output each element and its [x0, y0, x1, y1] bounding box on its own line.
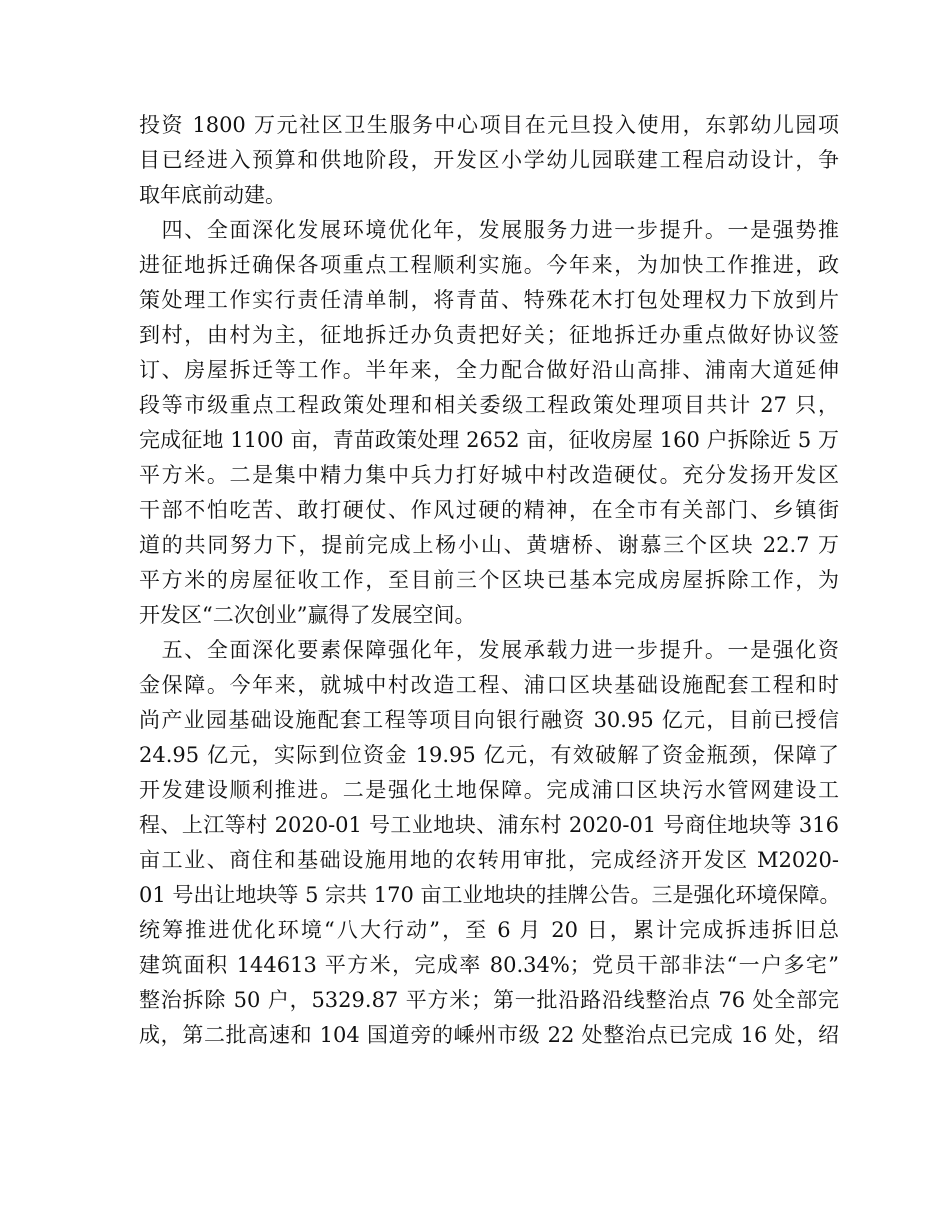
text-line: 金保障。今年来，就城中村改造工程、浦口区块基础设施配套工程和时: [139, 673, 839, 697]
text-line: 进征地拆迁确保各项重点工程顺利实施。今年来，为加快工作推进，政: [139, 253, 839, 277]
text-line: 干部不怕吃苦、敢打硬仗、作风过硬的精神，在全市有关部门、乡镇街: [139, 498, 839, 522]
text-line: 目已经进入预算和供地阶段，开发区小学幼儿园联建工程启动设计，争: [139, 148, 839, 172]
text-line: 取年底前动建。: [139, 183, 286, 207]
text-line: 投资 1800 万元社区卫生服务中心项目在元旦投入使用，东郭幼儿园项: [139, 113, 839, 137]
text-line: 段等市级重点工程政策处理和相关委级工程政策处理项目共计 27 只，: [139, 393, 839, 417]
text-line: 到村，由村为主，征地拆迁办负责把好关；征地拆迁办重点做好协议签: [139, 323, 839, 347]
text-line: 01 号出让地块等 5 宗共 170 亩工业地块的挂牌公告。三是强化环境保障。: [139, 883, 841, 907]
text-line: 亩工业、商住和基础设施用地的农转用审批，完成经济开发区 M2020-: [139, 848, 839, 872]
text-line: 道的共同努力下，提前完成上杨小山、黄塘桥、谢慕三个区块 22.7 万: [139, 533, 839, 557]
text-line: 订、房屋拆迁等工作。半年来，全力配合做好沿山高排、浦南大道延伸: [139, 358, 839, 382]
text-line: 程、上江等村 2020-01 号工业地块、浦东村 2020-01 号商住地块等 316: [139, 813, 839, 837]
text-line: 平方米。二是集中精力集中兵力打好城中村改造硬仗。充分发扬开发区: [139, 463, 839, 487]
text-line: 统筹推进优化环境“八大行动”，至 6 月 20 日，累计完成拆违拆旧总: [139, 918, 839, 942]
text-line: 五、全面深化要素保障强化年，发展承载力进一步提升。一是强化资: [139, 638, 839, 662]
document-body: [139, 108, 839, 1053]
text-line: 24.95 亿元，实际到位资金 19.95 亿元，有效破解了资金瓶颈，保障了: [139, 743, 839, 767]
text-line: 完成征地 1100 亩，青苗政策处理 2652 亩，征收房屋 160 户拆除近 5 万: [139, 428, 839, 452]
text-line: 整治拆除 50 户，5329.87 平方米；第一批沿路沿线整治点 76 处全部完: [139, 988, 839, 1012]
text-line: 策处理工作实行责任清单制，将青苗、特殊花木打包处理权力下放到片: [139, 288, 839, 312]
text-line: 四、全面深化发展环境优化年，发展服务力进一步提升。一是强势推: [139, 218, 839, 242]
text-line: 尚产业园基础设施配套工程等项目向银行融资 30.95 亿元，目前已授信: [139, 708, 839, 732]
text-line: 开发建设顺利推进。二是强化土地保障。完成浦口区块污水管网建设工: [139, 778, 839, 802]
text-line: 成，第二批高速和 104 国道旁的嵊州市级 22 处整治点已完成 16 处，绍: [139, 1023, 839, 1047]
text-line: 建筑面积 144613 平方米，完成率 80.34%；党员干部非法“一户多宅”: [139, 953, 839, 977]
text-line: 平方米的房屋征收工作，至目前三个区块已基本完成房屋拆除工作，为: [139, 568, 839, 592]
text-line: 开发区“二次创业”赢得了发展空间。: [139, 603, 476, 627]
